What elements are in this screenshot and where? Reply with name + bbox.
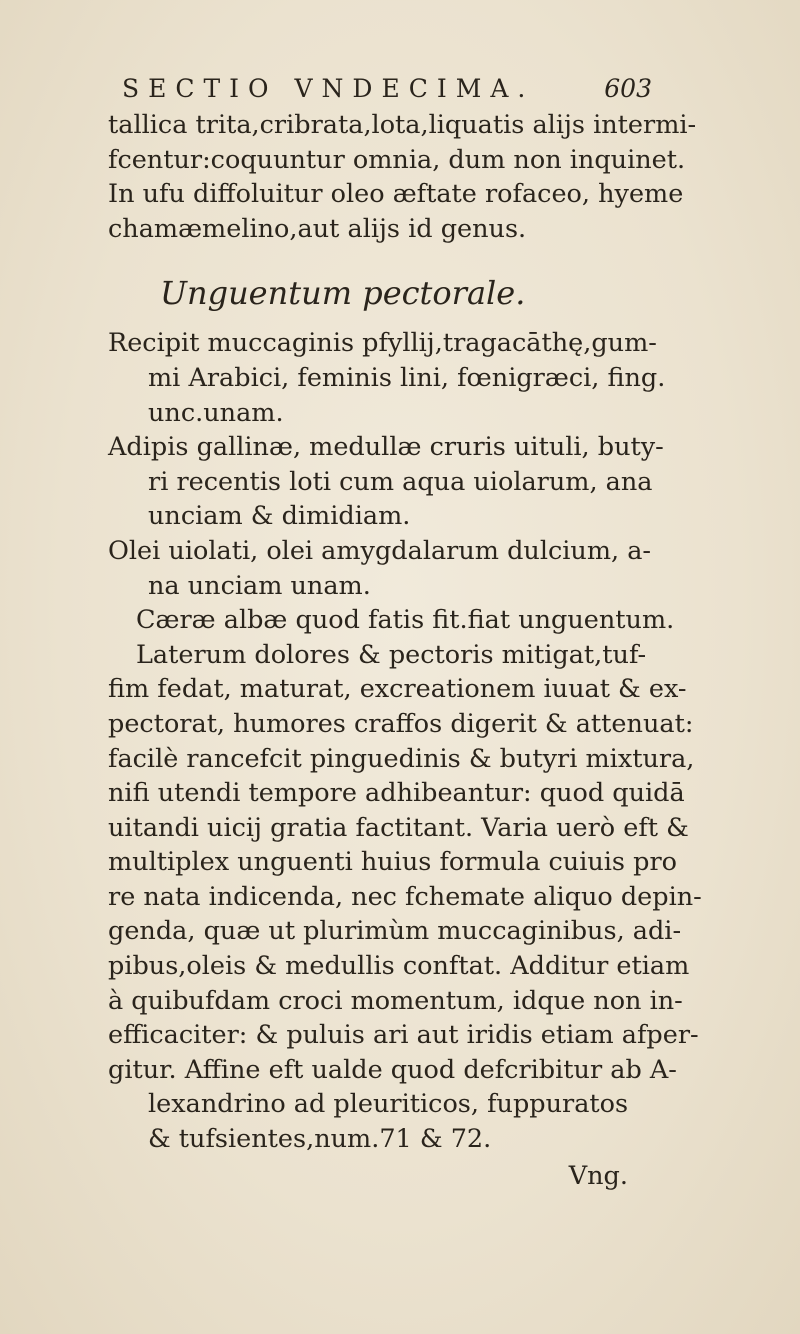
- text-line: à quibufdam croci momentum, idque non in-: [108, 985, 683, 1016]
- text-line: chamæmelino,aut alijs id genus.: [108, 213, 527, 244]
- text-line: & tufsientes,num.71 & 72.: [148, 1124, 492, 1155]
- text-line: lexandrino ad pleuriticos, fuppuratos: [148, 1089, 629, 1120]
- text-line: re nata indicenda, nec fchemate aliquo depin-: [108, 881, 702, 912]
- text-line: efficaciter: & puluis ari aut iridis etiam afper-: [108, 1020, 699, 1051]
- text-line: genda, quæ ut plurimùm muccaginibus, adi-: [108, 916, 682, 947]
- body-text: [108, 108, 702, 1195]
- text-line: gitur. Affine eft ualde quod defcribitur ab A-: [108, 1054, 677, 1085]
- recipe-line: unciam & dimidiam.: [148, 501, 411, 532]
- text-line: uitandi uicij gratia factitant. Varia uerò eft &: [108, 812, 689, 843]
- recipe-line: Cæræ albæ quod fatis fit.fiat unguentum.: [136, 605, 675, 636]
- text-line: pibus,oleis & medullis conftat. Additur etiam: [108, 951, 690, 982]
- text-line: tallica trita,cribrata,lota,liquatis alijs intermi-: [108, 110, 697, 140]
- page-header: [112, 74, 652, 108]
- recipe-line: unc.unam.: [148, 397, 284, 428]
- catchword: Vng.: [568, 1160, 628, 1191]
- text-line: Laterum dolores & pectoris mitigat,tuf-: [136, 639, 647, 670]
- section-title: Unguentum pectorale.: [160, 274, 526, 313]
- page-number: 603: [604, 74, 652, 103]
- text-line: nifi utendi tempore adhibeantur: quod quidā: [108, 778, 685, 809]
- recipe-line: ri recentis loti cum aqua uiolarum, ana: [148, 466, 653, 497]
- running-head: SECTIO VNDECIMA.: [122, 74, 535, 103]
- text-line: facilè rancefcit pinguedinis & butyri mixtura,: [108, 743, 695, 774]
- recipe-line: Adipis gallinæ, medullæ cruris uituli, buty-: [108, 432, 664, 463]
- recipe-line: mi Arabici, feminis lini, fœnigræci, fing.: [148, 362, 666, 393]
- text-line: fcentur:coquuntur omnia, dum non inquinet.: [108, 144, 686, 175]
- text-line: In ufu diffoluitur oleo æftate rofaceo, hyeme: [108, 179, 684, 210]
- text-line: multiplex unguenti huius formula cuiuis pro: [108, 847, 677, 878]
- recipe-line: na unciam unam.: [148, 570, 371, 601]
- text-line: pectorat, humores craffos digerit & attenuat:: [108, 708, 694, 739]
- text-line: fim fedat, maturat, excreationem iuuat & ex-: [108, 674, 687, 705]
- recipe-line: Olei uiolati, olei amygdalarum dulcium, a-: [108, 535, 652, 566]
- recipe-line: Recipit muccaginis pfyllij,tragacāthę,gum-: [108, 328, 657, 359]
